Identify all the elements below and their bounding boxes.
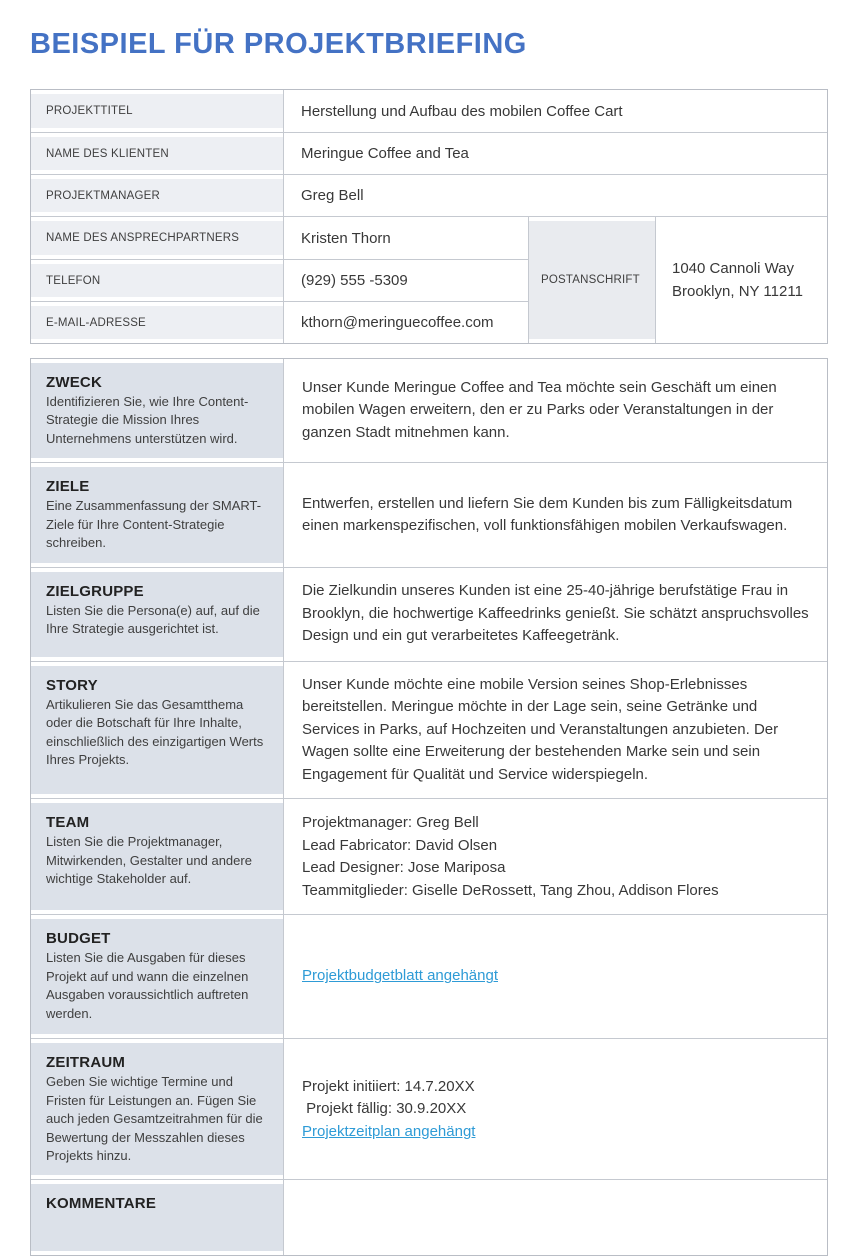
team-member-line: Teammitglieder: Giselle DeRossett, Tang Zhou, Addison Flores bbox=[302, 881, 719, 899]
info-label-cell bbox=[31, 90, 284, 132]
team-member-line: Lead Fabricator: David Olsen bbox=[302, 836, 498, 854]
section-row-ziele bbox=[31, 462, 827, 566]
info-label-cell bbox=[31, 260, 284, 301]
section-label-cell bbox=[31, 799, 284, 914]
project-info-table bbox=[30, 89, 828, 344]
section-row-team bbox=[31, 798, 827, 914]
postal-address-line2: Brooklyn, NY 11211 bbox=[672, 283, 803, 300]
info-label-cell bbox=[31, 217, 284, 259]
info-value: Greg Bell bbox=[284, 175, 827, 216]
section-row-kommentare bbox=[31, 1179, 827, 1255]
section-description: Listen Sie die Ausgaben für dieses Projekt auf und wann die einzelnen Ausgaben voraussichtlich auftreten werden. bbox=[46, 950, 249, 1021]
section-content bbox=[284, 1039, 827, 1179]
info-label: NAME DES ANSPRECHPARTNERS bbox=[31, 221, 283, 255]
section-content bbox=[284, 463, 827, 566]
section-content bbox=[284, 799, 827, 914]
section-row-zeitraum bbox=[31, 1038, 827, 1179]
section-description: Listen Sie die Persona(e) auf, auf die Ihre Strategie ausgerichtet ist. bbox=[46, 602, 260, 637]
info-row-projekttitel bbox=[31, 90, 827, 132]
section-row-story bbox=[31, 661, 827, 799]
section-description: Geben Sie wichtige Termine und Fristen für Leistungen an. Fügen Sie auch jeden Gesamtzeitrahmen für die Bewertung der Messzahlen dieses Projekts hinzu. bbox=[46, 1074, 263, 1164]
section-content bbox=[284, 915, 827, 1038]
section-label bbox=[31, 1184, 283, 1251]
budget-attachment-link[interactable]: Projektbudgetblatt angehängt bbox=[302, 967, 498, 985]
info-label-cell bbox=[31, 302, 284, 343]
section-row-budget bbox=[31, 914, 827, 1038]
section-content bbox=[284, 662, 827, 799]
info-value: (929) 555 -5309 bbox=[284, 260, 527, 301]
postal-address bbox=[656, 217, 827, 343]
section-text: Die Zielkundin unseres Kunden ist eine 25-40-jährige berufstätige Frau in Brooklyn, die hochwertige Kaffeedrinks genießt. Sie schätzt anspruchsvolles Design und ein gut verarbeitetes Kaffeegetränk. bbox=[302, 582, 813, 645]
section-label-cell bbox=[31, 568, 284, 661]
info-row-email bbox=[31, 301, 528, 343]
section-content bbox=[284, 568, 827, 661]
section-label-cell bbox=[31, 359, 284, 462]
postal-label: POSTANSCHRIFT bbox=[529, 221, 655, 339]
section-heading: ZIELGRUPPE bbox=[46, 582, 144, 600]
section-heading: ZWECK bbox=[46, 374, 102, 391]
info-label: PROJEKTMANAGER bbox=[31, 179, 283, 212]
info-label-cell bbox=[31, 175, 284, 216]
contact-left-column bbox=[31, 217, 528, 343]
timeline-line: Projekt fällig: 30.9.20XX bbox=[302, 1100, 467, 1118]
info-value: Herstellung und Aufbau des mobilen Coffee Cart bbox=[284, 90, 827, 132]
section-heading: ZIELE bbox=[46, 478, 90, 496]
timeline-line: Projekt initiiert: 14.7.20XX bbox=[302, 1077, 475, 1095]
section-content bbox=[284, 359, 827, 462]
info-value: kthorn@meringuecoffee.com bbox=[284, 302, 527, 343]
section-description: Identifizieren Sie, wie Ihre Content-Strategie die Mission Ihres Unternehmens unterstützen wird. bbox=[46, 394, 249, 446]
section-heading: BUDGET bbox=[46, 930, 111, 948]
section-label bbox=[31, 666, 283, 795]
section-label bbox=[31, 572, 283, 657]
section-label-cell bbox=[31, 915, 284, 1038]
section-content-empty bbox=[284, 1180, 827, 1255]
info-value: Kristen Thorn bbox=[284, 217, 527, 259]
section-label bbox=[31, 803, 283, 910]
section-text: Unser Kunde Meringue Coffee and Tea möchte sein Geschäft um einen mobilen Wagen erweitern, den er zu Parks oder Veranstaltungen in der ganzen Stadt mitnehmen kann. bbox=[302, 378, 781, 441]
info-label: TELEFON bbox=[31, 264, 283, 297]
contact-block bbox=[31, 216, 827, 343]
info-value: Meringue Coffee and Tea bbox=[284, 133, 827, 174]
postal-address-line1: 1040 Cannoli Way bbox=[672, 259, 795, 277]
section-label bbox=[31, 467, 283, 562]
section-label-cell bbox=[31, 1039, 284, 1179]
section-label bbox=[31, 919, 283, 1034]
info-row-ansprechpartner bbox=[31, 217, 528, 259]
info-row-projektmanager bbox=[31, 174, 827, 216]
section-label-cell bbox=[31, 1180, 284, 1255]
section-description: Eine Zusammenfassung der SMART-Ziele für Ihre Content-Strategie schreiben. bbox=[46, 498, 262, 551]
info-row-klient bbox=[31, 132, 827, 174]
info-label-cell bbox=[31, 133, 284, 174]
section-heading: TEAM bbox=[46, 814, 90, 832]
section-text: Entwerfen, erstellen und liefern Sie dem Kunden bis zum Fälligkeitsdatum einen markenspezifischen, voll funktionsfähigen mobilen Verkaufswagen. bbox=[302, 494, 797, 535]
section-row-zweck bbox=[31, 359, 827, 462]
info-label: NAME DES KLIENTEN bbox=[31, 137, 283, 170]
team-member-line: Lead Designer: Jose Mariposa bbox=[302, 859, 506, 877]
section-row-zielgruppe bbox=[31, 567, 827, 661]
info-label: E-MAIL-ADRESSE bbox=[31, 306, 283, 339]
info-label: PROJEKTTITEL bbox=[31, 94, 283, 128]
info-row-telefon bbox=[31, 259, 528, 301]
section-description: Artikulieren Sie das Gesamtthema oder die Botschaft für Ihre Inhalte, einschließlich des einzigartigen Werts Ihres Projekts. bbox=[46, 696, 264, 768]
postal-label-cell bbox=[528, 217, 656, 343]
section-label-cell bbox=[31, 463, 284, 566]
brief-sections-table bbox=[30, 358, 828, 1256]
section-label bbox=[31, 363, 283, 458]
section-label-cell bbox=[31, 662, 284, 799]
section-description: Listen Sie die Projektmanager, Mitwirkenden, Gestalter und andere wichtige Stakeholder auf. bbox=[46, 834, 252, 887]
section-heading: KOMMENTARE bbox=[46, 1195, 157, 1213]
page-title: BEISPIEL FÜR PROJEKTBRIEFING bbox=[30, 28, 527, 60]
team-member-line: Projektmanager: Greg Bell bbox=[302, 814, 479, 832]
section-text: Unser Kunde möchte eine mobile Version seines Shop-Erlebnisses bereitstellen. Meringue möchte in der Lage sein, seine Getränke und Services in Parks, auf Hochzeiten und Veranstaltungen anzubieten. Der Wagen sollte eine Erweiterung der bestehenden Marke sein und sein Engagement für Qualität und Service widerspiegeln. bbox=[302, 675, 783, 783]
timeline-attachment-link[interactable]: Projektzeitplan angehängt bbox=[302, 1122, 476, 1140]
section-label bbox=[31, 1043, 283, 1175]
section-heading: ZEITRAUM bbox=[46, 1054, 126, 1072]
section-heading: STORY bbox=[46, 676, 98, 694]
